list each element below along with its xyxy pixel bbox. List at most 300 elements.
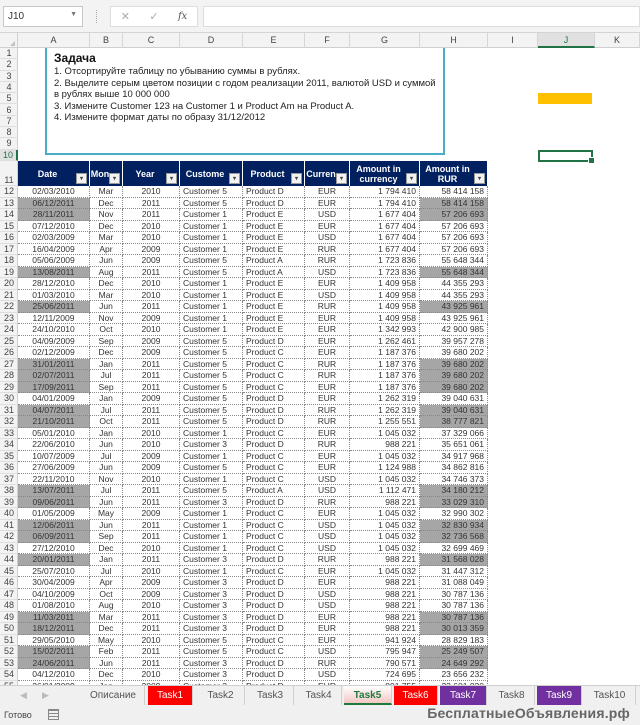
cell-customer[interactable]: Customer 1 <box>180 474 243 486</box>
row-header-48[interactable]: 48 <box>0 600 18 612</box>
cell-year[interactable]: 2011 <box>123 554 180 566</box>
cell-amt[interactable]: 1 262 461 <box>350 336 420 348</box>
row-header-52[interactable]: 52 <box>0 646 18 658</box>
cell-mon[interactable]: Sep <box>90 382 123 394</box>
cell-cur[interactable]: EUR <box>305 313 350 325</box>
cell-customer[interactable]: Customer 5 <box>180 635 243 647</box>
cell-cur[interactable]: RUR <box>305 359 350 371</box>
cell-amt[interactable]: 1 112 471 <box>350 485 420 497</box>
row-header-20[interactable]: 20 <box>0 278 18 290</box>
cell-product[interactable]: Product D <box>243 416 305 428</box>
row-header-43[interactable]: 43 <box>0 543 18 555</box>
cell-mon[interactable]: Jan <box>90 359 123 371</box>
cell-amt[interactable]: 1 124 988 <box>350 462 420 474</box>
cell-amt[interactable]: 1 723 836 <box>350 255 420 267</box>
row-header-10[interactable]: 10 <box>0 150 18 161</box>
row-header-38[interactable]: 38 <box>0 485 18 497</box>
cell-product[interactable]: Product E <box>243 209 305 221</box>
cell-amt[interactable]: 1 187 376 <box>350 359 420 371</box>
cell-rur[interactable]: 25 249 507 <box>420 646 488 658</box>
cell-year[interactable]: 2009 <box>123 462 180 474</box>
cell-cur[interactable]: RUR <box>305 416 350 428</box>
cell-amt[interactable]: 1 794 410 <box>350 198 420 210</box>
cell-mon[interactable]: May <box>90 508 123 520</box>
cell-year[interactable]: 2011 <box>123 520 180 532</box>
cell-product[interactable]: Product D <box>243 623 305 635</box>
cell-product[interactable]: Product C <box>243 370 305 382</box>
row-header-5[interactable]: 5 <box>0 93 18 104</box>
cell-mon[interactable]: Mar <box>90 612 123 624</box>
cell-year[interactable]: 2009 <box>123 393 180 405</box>
cell-year[interactable]: 2010 <box>123 324 180 336</box>
cell-date[interactable]: 04/07/2011 <box>18 405 90 417</box>
cell-customer[interactable]: Customer 5 <box>180 347 243 359</box>
cell-amt[interactable]: 1 677 404 <box>350 221 420 233</box>
cell-year[interactable]: 2010 <box>123 566 180 578</box>
cell-cur[interactable]: EUR <box>305 612 350 624</box>
cell-customer[interactable]: Customer 1 <box>180 278 243 290</box>
cell-cur[interactable]: EUR <box>305 577 350 589</box>
column-header-k[interactable]: K <box>595 33 640 48</box>
cell-date[interactable]: 28/11/2011 <box>18 209 90 221</box>
cell-mon[interactable]: Aug <box>90 267 123 279</box>
cell-date[interactable]: 22/11/2010 <box>18 474 90 486</box>
cell-amt[interactable]: 1 045 032 <box>350 531 420 543</box>
cell-cur[interactable]: EUR <box>305 623 350 635</box>
row-header-30[interactable]: 30 <box>0 393 18 405</box>
cell-date[interactable]: 18/12/2011 <box>18 623 90 635</box>
cell-amt[interactable]: 1 045 032 <box>350 508 420 520</box>
cell-customer[interactable]: Customer 5 <box>180 336 243 348</box>
row-header-11[interactable]: 11 <box>0 161 18 186</box>
cell-date[interactable]: 30/04/2009 <box>18 577 90 589</box>
cell-mon[interactable]: Oct <box>90 324 123 336</box>
cell-year[interactable]: 2009 <box>123 451 180 463</box>
cell-product[interactable]: Product D <box>243 405 305 417</box>
cell-customer[interactable]: Customer 3 <box>180 600 243 612</box>
cell-product[interactable]: Product D <box>243 600 305 612</box>
cell-amt[interactable]: 1 262 319 <box>350 393 420 405</box>
cell-customer[interactable]: Customer 5 <box>180 186 243 198</box>
cell-mon[interactable]: Jan <box>90 554 123 566</box>
cell-date[interactable]: 07/12/2010 <box>18 221 90 233</box>
row-header-31[interactable]: 31 <box>0 405 18 417</box>
cell-amt[interactable]: 1 187 376 <box>350 382 420 394</box>
cell-year[interactable]: 2009 <box>123 589 180 601</box>
cell-date[interactable]: 05/06/2009 <box>18 255 90 267</box>
cell-rur[interactable]: 30 787 136 <box>420 600 488 612</box>
cell-cur[interactable]: EUR <box>305 635 350 647</box>
cell-product[interactable]: Product E <box>243 221 305 233</box>
cell-year[interactable]: 2011 <box>123 370 180 382</box>
cell-year[interactable]: 2010 <box>123 600 180 612</box>
cell-rur[interactable]: 57 206 693 <box>420 232 488 244</box>
cell-date[interactable]: 20/01/2011 <box>18 554 90 566</box>
row-header-17[interactable]: 17 <box>0 244 18 256</box>
cell-product[interactable]: Product E <box>243 313 305 325</box>
cell-mon[interactable]: Oct <box>90 589 123 601</box>
cell-date[interactable]: 13/07/2011 <box>18 485 90 497</box>
cell-customer[interactable]: Customer 1 <box>180 428 243 440</box>
cell-amt[interactable]: 1 677 404 <box>350 209 420 221</box>
cell-amt[interactable]: 1 409 958 <box>350 290 420 302</box>
cell-cur[interactable]: EUR <box>305 278 350 290</box>
cell-year[interactable]: 2011 <box>123 209 180 221</box>
row-header-12[interactable]: 12 <box>0 186 18 198</box>
row-header-7[interactable]: 7 <box>0 116 18 127</box>
cell-rur[interactable]: 57 206 693 <box>420 221 488 233</box>
cell-product[interactable]: Product E <box>243 232 305 244</box>
page-layout-icon[interactable] <box>48 709 59 720</box>
cell-cur[interactable]: USD <box>305 520 350 532</box>
cell-product[interactable]: Product E <box>243 301 305 313</box>
cell-customer[interactable]: Customer 1 <box>180 531 243 543</box>
cell-product[interactable]: Product D <box>243 336 305 348</box>
cell-date[interactable]: 21/10/2011 <box>18 416 90 428</box>
cell-mon[interactable]: Jul <box>90 405 123 417</box>
cell-amt[interactable]: 988 221 <box>350 439 420 451</box>
cell-amt[interactable]: 1 262 319 <box>350 405 420 417</box>
cell-product[interactable]: Product E <box>243 278 305 290</box>
cell-cur[interactable]: EUR <box>305 198 350 210</box>
cell-customer[interactable]: Customer 5 <box>180 485 243 497</box>
cell-year[interactable]: 2009 <box>123 255 180 267</box>
cell-amt[interactable]: 1 409 958 <box>350 278 420 290</box>
row-header-33[interactable]: 33 <box>0 428 18 440</box>
cell-mon[interactable]: Nov <box>90 209 123 221</box>
cell-year[interactable]: 2010 <box>123 543 180 555</box>
cell-year[interactable]: 2010 <box>123 232 180 244</box>
row-header-21[interactable]: 21 <box>0 290 18 302</box>
cell-cur[interactable]: RUR <box>305 255 350 267</box>
cell-date[interactable]: 04/01/2009 <box>18 393 90 405</box>
cell-cur[interactable]: USD <box>305 267 350 279</box>
row-header-35[interactable]: 35 <box>0 451 18 463</box>
cell-rur[interactable]: 37 329 066 <box>420 428 488 440</box>
cell-cur[interactable]: RUR <box>305 405 350 417</box>
cell-date[interactable]: 10/07/2009 <box>18 451 90 463</box>
formula-input[interactable] <box>203 6 640 27</box>
column-header-c[interactable]: C <box>123 33 180 48</box>
cell-rur[interactable]: 55 648 344 <box>420 267 488 279</box>
cell-rur[interactable]: 31 447 312 <box>420 566 488 578</box>
cell-date[interactable]: 02/07/2011 <box>18 370 90 382</box>
cell-year[interactable]: 2010 <box>123 474 180 486</box>
cell-rur[interactable]: 34 862 816 <box>420 462 488 474</box>
row-header-53[interactable]: 53 <box>0 658 18 670</box>
chevron-down-icon[interactable]: ▼ <box>70 11 77 18</box>
row-header-3[interactable]: 3 <box>0 71 18 82</box>
column-header-h[interactable]: H <box>420 33 488 48</box>
cell-amt[interactable]: 1 723 836 <box>350 267 420 279</box>
cell-date[interactable]: 11/03/2011 <box>18 612 90 624</box>
cell-rur[interactable]: 32 699 469 <box>420 543 488 555</box>
row-header-50[interactable]: 50 <box>0 623 18 635</box>
cell-customer[interactable]: Customer 5 <box>180 255 243 267</box>
sheet-tab-task3[interactable]: Task3 <box>247 686 294 705</box>
cell-year[interactable]: 2011 <box>123 658 180 670</box>
row-header-2[interactable]: 2 <box>0 59 18 70</box>
cell-date[interactable]: 24/10/2010 <box>18 324 90 336</box>
cell-amt[interactable]: 1 255 551 <box>350 416 420 428</box>
cell-customer[interactable]: Customer 3 <box>180 439 243 451</box>
row-header-37[interactable]: 37 <box>0 474 18 486</box>
cell-mon[interactable]: Jan <box>90 393 123 405</box>
cell-year[interactable]: 2010 <box>123 290 180 302</box>
cell-product[interactable]: Product C <box>243 462 305 474</box>
cell-mon[interactable]: Aug <box>90 600 123 612</box>
cell-rur[interactable]: 55 648 344 <box>420 255 488 267</box>
active-cell-j10[interactable] <box>538 150 593 162</box>
cell-mon[interactable]: Mar <box>90 186 123 198</box>
column-header-e[interactable]: E <box>243 33 305 48</box>
cell-mon[interactable]: May <box>90 635 123 647</box>
cell-amt[interactable]: 1 045 032 <box>350 428 420 440</box>
cell-cur[interactable]: EUR <box>305 508 350 520</box>
row-header-26[interactable]: 26 <box>0 347 18 359</box>
cell-date[interactable]: 22/06/2010 <box>18 439 90 451</box>
cell-customer[interactable]: Customer 5 <box>180 359 243 371</box>
row-header-28[interactable]: 28 <box>0 370 18 382</box>
cell-customer[interactable]: Customer 1 <box>180 221 243 233</box>
cell-year[interactable]: 2010 <box>123 221 180 233</box>
cell-cur[interactable]: EUR <box>305 451 350 463</box>
row-header-19[interactable]: 19 <box>0 267 18 279</box>
column-header-f[interactable]: F <box>305 33 350 48</box>
row-header-22[interactable]: 22 <box>0 301 18 313</box>
cell-customer[interactable]: Customer 1 <box>180 566 243 578</box>
cell-cur[interactable]: USD <box>305 600 350 612</box>
cell-product[interactable]: Product A <box>243 267 305 279</box>
cell-customer[interactable]: Customer 5 <box>180 370 243 382</box>
cell-rur[interactable]: 30 787 136 <box>420 612 488 624</box>
cell-product[interactable]: Product E <box>243 244 305 256</box>
cell-year[interactable]: 2011 <box>123 646 180 658</box>
sheet-tab-task1[interactable]: Task1 <box>148 686 193 705</box>
select-all-button[interactable] <box>0 33 18 48</box>
cell-rur[interactable]: 24 649 292 <box>420 658 488 670</box>
cell-customer[interactable]: Customer 1 <box>180 520 243 532</box>
worksheet[interactable] <box>18 48 640 685</box>
sheet-tab-описание[interactable]: Описание <box>82 686 145 705</box>
cell-amt[interactable]: 1 409 958 <box>350 301 420 313</box>
cell-customer[interactable]: Customer 1 <box>180 290 243 302</box>
cell-year[interactable]: 2011 <box>123 531 180 543</box>
column-header-j[interactable]: J <box>538 33 595 48</box>
cell-rur[interactable]: 39 957 278 <box>420 336 488 348</box>
cell-rur[interactable]: 31 088 049 <box>420 577 488 589</box>
cell-cur[interactable]: RUR <box>305 497 350 509</box>
cell-cur[interactable]: RUR <box>305 554 350 566</box>
cell-customer[interactable]: Customer 3 <box>180 669 243 681</box>
cell-customer[interactable]: Customer 5 <box>180 416 243 428</box>
cell-cur[interactable]: USD <box>305 485 350 497</box>
cell-product[interactable]: Product D <box>243 393 305 405</box>
cell-mon[interactable]: Dec <box>90 198 123 210</box>
cell-date[interactable]: 04/12/2010 <box>18 669 90 681</box>
filter-dropdown-icon[interactable]: ▾ <box>166 173 177 184</box>
cell-date[interactable]: 06/12/2011 <box>18 198 90 210</box>
cell-cur[interactable]: RUR <box>305 301 350 313</box>
cell-product[interactable]: Product C <box>243 382 305 394</box>
cell-year[interactable]: 2010 <box>123 278 180 290</box>
cell-mon[interactable]: Nov <box>90 474 123 486</box>
cell-customer[interactable]: Customer 1 <box>180 508 243 520</box>
row-header-14[interactable]: 14 <box>0 209 18 221</box>
cell-date[interactable]: 09/06/2011 <box>18 497 90 509</box>
row-header-8[interactable]: 8 <box>0 127 18 138</box>
row-header-47[interactable]: 47 <box>0 589 18 601</box>
cell-amt[interactable]: 1 409 958 <box>350 313 420 325</box>
row-header-45[interactable]: 45 <box>0 566 18 578</box>
cell-product[interactable]: Product C <box>243 543 305 555</box>
cell-rur[interactable]: 39 680 202 <box>420 370 488 382</box>
sheet-tab-task2[interactable]: Task2 <box>197 686 245 705</box>
cell-date[interactable]: 17/09/2011 <box>18 382 90 394</box>
cell-mon[interactable]: Dec <box>90 543 123 555</box>
yellow-highlight-cell[interactable] <box>538 93 592 104</box>
cell-cur[interactable]: USD <box>305 589 350 601</box>
cell-mon[interactable]: Sep <box>90 531 123 543</box>
cell-rur[interactable]: 30 013 359 <box>420 623 488 635</box>
row-header-36[interactable]: 36 <box>0 462 18 474</box>
cell-date[interactable]: 02/12/2009 <box>18 347 90 359</box>
cell-mon[interactable]: Dec <box>90 623 123 635</box>
cell-date[interactable]: 02/03/2010 <box>18 186 90 198</box>
cell-rur[interactable]: 57 206 693 <box>420 209 488 221</box>
cell-product[interactable]: Product D <box>243 589 305 601</box>
cell-mon[interactable]: Dec <box>90 669 123 681</box>
cell-amt[interactable]: 795 947 <box>350 646 420 658</box>
cell-rur[interactable]: 32 990 302 <box>420 508 488 520</box>
filter-dropdown-icon[interactable]: ▾ <box>109 173 120 184</box>
filter-dropdown-icon[interactable]: ▾ <box>474 173 485 184</box>
cell-amt[interactable]: 724 695 <box>350 669 420 681</box>
cell-rur[interactable]: 39 680 202 <box>420 382 488 394</box>
cell-date[interactable]: 01/03/2010 <box>18 290 90 302</box>
cell-date[interactable]: 31/01/2011 <box>18 359 90 371</box>
cell-date[interactable]: 04/09/2009 <box>18 336 90 348</box>
cell-amt[interactable]: 988 221 <box>350 577 420 589</box>
cell-mon[interactable]: Jul <box>90 370 123 382</box>
cell-cur[interactable]: USD <box>305 474 350 486</box>
cell-year[interactable]: 2010 <box>123 669 180 681</box>
row-header-51[interactable]: 51 <box>0 635 18 647</box>
cell-year[interactable]: 2010 <box>123 428 180 440</box>
cell-rur[interactable]: 23 656 232 <box>420 669 488 681</box>
cell-rur[interactable]: 44 355 293 <box>420 290 488 302</box>
row-header-29[interactable]: 29 <box>0 382 18 394</box>
row-header-42[interactable]: 42 <box>0 531 18 543</box>
cell-product[interactable]: Product D <box>243 577 305 589</box>
cell-cur[interactable]: USD <box>305 209 350 221</box>
cell-date[interactable]: 04/10/2009 <box>18 589 90 601</box>
cell-product[interactable]: Product D <box>243 497 305 509</box>
cell-rur[interactable]: 38 777 821 <box>420 416 488 428</box>
row-header-25[interactable]: 25 <box>0 336 18 348</box>
cell-rur[interactable]: 43 925 961 <box>420 313 488 325</box>
cell-year[interactable]: 2011 <box>123 405 180 417</box>
cell-product[interactable]: Product C <box>243 566 305 578</box>
cell-cur[interactable]: EUR <box>305 428 350 440</box>
column-header-g[interactable]: G <box>350 33 420 48</box>
cell-year[interactable]: 2009 <box>123 508 180 520</box>
cell-amt[interactable]: 988 221 <box>350 623 420 635</box>
cell-year[interactable]: 2011 <box>123 267 180 279</box>
cell-rur[interactable]: 35 651 061 <box>420 439 488 451</box>
row-header-34[interactable]: 34 <box>0 439 18 451</box>
cell-rur[interactable]: 39 680 202 <box>420 347 488 359</box>
row-header-32[interactable]: 32 <box>0 416 18 428</box>
cell-product[interactable]: Product C <box>243 531 305 543</box>
sheet-tab-task7[interactable]: Task7 <box>440 686 487 705</box>
cell-customer[interactable]: Customer 1 <box>180 244 243 256</box>
cell-product[interactable]: Product D <box>243 612 305 624</box>
cell-rur[interactable]: 39 040 631 <box>420 393 488 405</box>
cell-cur[interactable]: EUR <box>305 336 350 348</box>
row-header-41[interactable]: 41 <box>0 520 18 532</box>
cell-cur[interactable]: RUR <box>305 439 350 451</box>
cell-mon[interactable]: Jun <box>90 462 123 474</box>
cell-customer[interactable]: Customer 3 <box>180 589 243 601</box>
cell-rur[interactable]: 30 787 136 <box>420 589 488 601</box>
row-header-4[interactable]: 4 <box>0 82 18 93</box>
cell-date[interactable]: 02/03/2009 <box>18 232 90 244</box>
cell-product[interactable]: Product C <box>243 635 305 647</box>
cell-amt[interactable]: 941 924 <box>350 635 420 647</box>
cell-product[interactable]: Product C <box>243 474 305 486</box>
cell-rur[interactable]: 58 414 158 <box>420 198 488 210</box>
cell-product[interactable]: Product D <box>243 658 305 670</box>
cell-date[interactable]: 28/12/2010 <box>18 278 90 290</box>
cell-date[interactable]: 25/06/2011 <box>18 301 90 313</box>
cell-mon[interactable]: Dec <box>90 221 123 233</box>
cell-amt[interactable]: 1 677 404 <box>350 244 420 256</box>
cell-year[interactable]: 2009 <box>123 577 180 589</box>
cell-cur[interactable]: RUR <box>305 244 350 256</box>
cell-mon[interactable]: Jun <box>90 658 123 670</box>
cell-mon[interactable]: Feb <box>90 646 123 658</box>
cell-year[interactable]: 2010 <box>123 186 180 198</box>
cell-amt[interactable]: 988 221 <box>350 612 420 624</box>
cell-amt[interactable]: 988 221 <box>350 497 420 509</box>
cell-date[interactable]: 27/06/2009 <box>18 462 90 474</box>
cell-year[interactable]: 2011 <box>123 198 180 210</box>
cell-cur[interactable]: RUR <box>305 658 350 670</box>
cell-rur[interactable]: 43 925 961 <box>420 301 488 313</box>
cell-rur[interactable]: 34 180 212 <box>420 485 488 497</box>
cell-year[interactable]: 2011 <box>123 382 180 394</box>
cell-date[interactable]: 29/05/2010 <box>18 635 90 647</box>
cell-customer[interactable]: Customer 1 <box>180 209 243 221</box>
cell-product[interactable]: Product D <box>243 669 305 681</box>
cell-year[interactable]: 2010 <box>123 635 180 647</box>
cell-cur[interactable]: EUR <box>305 382 350 394</box>
row-header-9[interactable]: 9 <box>0 138 18 149</box>
row-header-1[interactable]: 1 <box>0 48 18 59</box>
cell-product[interactable]: Product D <box>243 439 305 451</box>
cell-date[interactable]: 27/12/2010 <box>18 543 90 555</box>
cell-mon[interactable]: Mar <box>90 232 123 244</box>
cell-product[interactable]: Product C <box>243 359 305 371</box>
cell-year[interactable]: 2011 <box>123 612 180 624</box>
row-header-6[interactable]: 6 <box>0 105 18 116</box>
cell-product[interactable]: Product E <box>243 290 305 302</box>
cell-product[interactable]: Product A <box>243 255 305 267</box>
cell-mon[interactable]: Jun <box>90 255 123 267</box>
sheet-tab-task4[interactable]: Task4 <box>296 686 342 705</box>
cell-amt[interactable]: 1 677 404 <box>350 232 420 244</box>
